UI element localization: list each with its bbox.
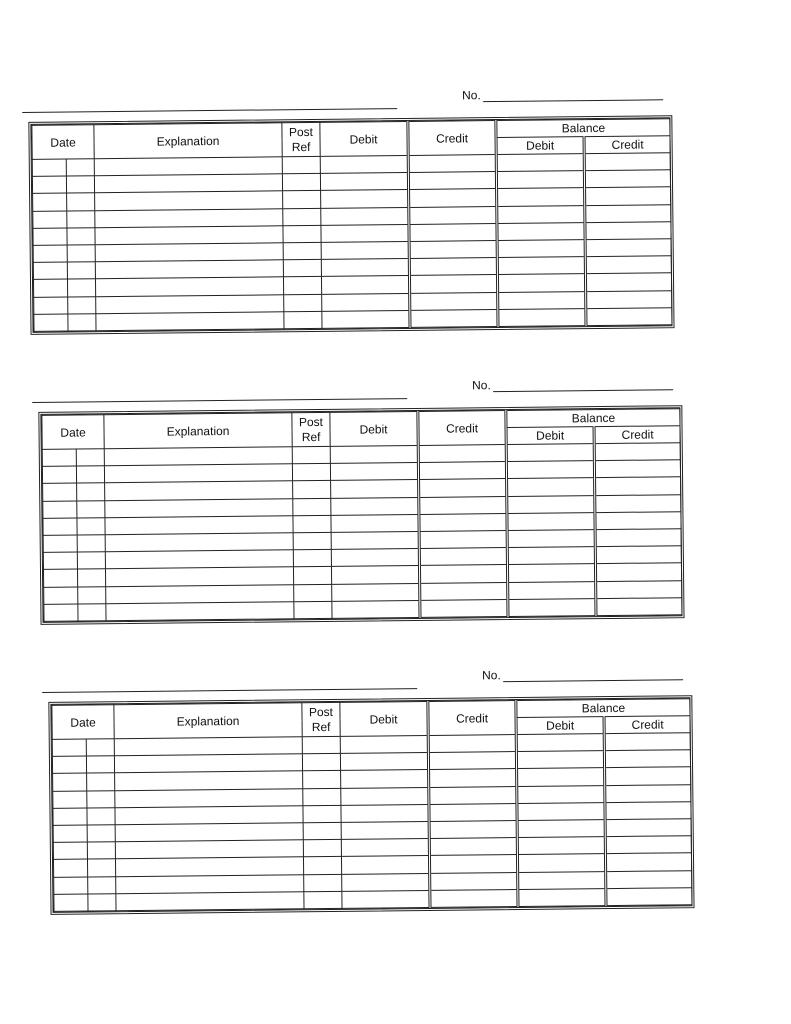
date-month-cell[interactable] [43, 552, 77, 570]
credit-cell[interactable] [420, 599, 508, 617]
explanation-cell[interactable] [115, 840, 303, 859]
date-month-cell[interactable] [43, 518, 77, 536]
credit-cell[interactable] [419, 530, 507, 548]
date-month-cell[interactable] [43, 483, 77, 501]
date-month-cell[interactable] [42, 466, 76, 484]
debit-cell[interactable] [341, 839, 429, 857]
post-ref-cell[interactable] [303, 857, 341, 875]
balance-debit-cell[interactable] [518, 888, 606, 906]
date-day-cell[interactable] [67, 210, 95, 227]
post-ref-line2: Ref [311, 719, 331, 734]
date-month-cell[interactable] [32, 176, 66, 194]
debit-cell[interactable] [321, 207, 409, 225]
date-header: Date [52, 705, 114, 740]
ledger-form-3 [42, 663, 695, 915]
explanation-cell[interactable] [115, 857, 303, 876]
credit-cell[interactable] [429, 769, 517, 787]
balance-credit-cell[interactable] [585, 204, 671, 222]
balance-debit-cell[interactable] [496, 171, 584, 189]
debit-cell[interactable] [320, 155, 408, 173]
credit-cell[interactable] [410, 309, 498, 327]
date-month-cell[interactable] [33, 193, 67, 211]
balance-debit-cell[interactable] [517, 802, 605, 820]
debit-cell[interactable] [342, 890, 430, 908]
date-day-cell[interactable] [77, 500, 105, 517]
explanation-cell[interactable] [115, 806, 303, 825]
credit-cell[interactable] [408, 155, 496, 173]
credit-header: Credit [418, 411, 506, 446]
post-ref-line2: Ref [291, 139, 311, 154]
balance-debit-cell[interactable] [498, 291, 586, 309]
balance-debit-cell[interactable] [498, 308, 586, 326]
explanation-header: Explanation [104, 413, 292, 449]
credit-cell[interactable] [418, 445, 506, 463]
account-number-area [462, 86, 663, 102]
balance-header: Balance [496, 119, 670, 138]
balance-credit-cell[interactable] [596, 597, 682, 615]
debit-header: Debit [340, 701, 428, 736]
debit-cell[interactable] [332, 583, 420, 601]
date-month-cell[interactable] [43, 501, 77, 519]
account-number-area [482, 666, 683, 682]
explanation-cell[interactable] [116, 874, 304, 893]
balance-debit-cell[interactable] [508, 581, 596, 599]
post-ref-cell[interactable] [283, 191, 321, 209]
balance-header: Balance [506, 409, 680, 428]
balance-credit-cell[interactable] [595, 563, 681, 581]
balance-credit-header: Credit [584, 136, 670, 154]
date-month-cell[interactable] [43, 569, 77, 587]
balance-debit-cell[interactable] [517, 820, 605, 838]
ledger-table [41, 408, 682, 622]
balance-debit-header: Debit [496, 137, 584, 155]
debit-cell[interactable] [321, 190, 409, 208]
post-ref-cell[interactable] [304, 874, 342, 892]
date-month-cell[interactable] [43, 535, 77, 553]
balance-debit-cell[interactable] [508, 598, 596, 616]
explanation-cell[interactable] [115, 771, 303, 790]
balance-debit-cell[interactable] [517, 785, 605, 803]
balance-credit-cell[interactable] [586, 290, 672, 308]
credit-header: Credit [428, 701, 516, 736]
date-header: Date [32, 125, 94, 160]
post-ref-cell[interactable] [302, 736, 340, 754]
date-day-cell[interactable] [78, 586, 106, 603]
explanation-cell[interactable] [105, 533, 293, 552]
ledger-table-frame [48, 695, 694, 915]
credit-cell[interactable] [430, 889, 518, 907]
balance-debit-cell[interactable] [497, 240, 585, 258]
post-ref-cell[interactable] [284, 294, 322, 312]
ledger-rows [32, 153, 672, 332]
post-ref-cell[interactable] [293, 550, 331, 568]
debit-cell[interactable] [331, 549, 419, 567]
balance-debit-cell[interactable] [516, 734, 604, 752]
balance-credit-cell[interactable] [596, 580, 682, 598]
date-day-cell[interactable] [78, 603, 106, 620]
explanation-cell[interactable] [114, 754, 302, 773]
date-month-cell[interactable] [42, 449, 76, 467]
credit-cell[interactable] [409, 240, 497, 258]
balance-debit-cell[interactable] [507, 547, 595, 565]
date-day-cell[interactable] [77, 569, 105, 586]
balance-debit-cell[interactable] [506, 461, 594, 479]
date-month-cell[interactable] [33, 262, 67, 280]
balance-header: Balance [516, 699, 690, 718]
post-ref-cell[interactable] [293, 567, 331, 585]
date-day-cell[interactable] [68, 313, 96, 330]
debit-cell[interactable] [321, 224, 409, 242]
balance-credit-cell[interactable] [595, 546, 681, 564]
debit-cell[interactable] [331, 531, 419, 549]
date-month-cell[interactable] [54, 877, 88, 895]
debit-cell[interactable] [331, 514, 419, 532]
balance-debit-cell[interactable] [507, 530, 595, 548]
explanation-header: Explanation [94, 123, 282, 159]
explanation-cell[interactable] [105, 516, 293, 535]
balance-debit-cell[interactable] [497, 274, 585, 292]
explanation-cell[interactable] [96, 294, 284, 313]
explanation-cell[interactable] [114, 737, 302, 756]
account-number-area [472, 376, 673, 392]
post-ref-cell[interactable] [302, 754, 340, 772]
date-day-cell[interactable] [68, 296, 96, 313]
date-day-cell[interactable] [77, 517, 105, 534]
debit-cell[interactable] [322, 293, 410, 311]
explanation-cell[interactable] [104, 464, 292, 483]
debit-cell[interactable] [342, 873, 430, 891]
balance-credit-cell[interactable] [585, 256, 671, 274]
date-day-cell[interactable] [76, 466, 104, 483]
explanation-cell[interactable] [94, 174, 282, 193]
balance-debit-header: Debit [516, 717, 604, 735]
post-ref-line1: Post [288, 124, 314, 139]
post-ref-cell[interactable] [293, 498, 331, 516]
date-month-cell[interactable] [44, 604, 78, 622]
balance-debit-header: Debit [506, 427, 594, 445]
date-month-cell[interactable] [53, 791, 87, 809]
credit-header: Credit [408, 121, 496, 156]
balance-credit-cell[interactable] [585, 187, 671, 205]
explanation-cell[interactable] [95, 208, 283, 227]
balance-credit-cell[interactable] [585, 273, 671, 291]
date-day-cell[interactable] [66, 176, 94, 193]
explanation-cell[interactable] [116, 891, 304, 910]
date-month-cell[interactable] [33, 279, 67, 297]
date-day-cell[interactable] [87, 859, 115, 876]
explanation-cell[interactable] [115, 788, 303, 807]
post-ref-cell[interactable] [293, 532, 331, 550]
balance-credit-cell[interactable] [605, 801, 691, 819]
post-ref-cell[interactable] [283, 260, 321, 278]
post-ref-header [292, 412, 330, 446]
date-day-cell[interactable] [86, 739, 114, 756]
debit-cell[interactable] [321, 259, 409, 277]
debit-cell[interactable] [322, 310, 410, 328]
balance-credit-cell[interactable] [605, 819, 691, 837]
credit-cell[interactable] [409, 189, 497, 207]
date-day-cell[interactable] [86, 756, 114, 773]
debit-cell[interactable] [332, 600, 420, 618]
date-month-cell[interactable] [53, 859, 87, 877]
post-ref-cell[interactable] [283, 225, 321, 243]
credit-cell[interactable] [409, 258, 497, 276]
credit-cell[interactable] [429, 803, 517, 821]
balance-credit-cell[interactable] [606, 870, 692, 888]
date-month-cell[interactable] [34, 297, 68, 315]
debit-cell[interactable] [341, 821, 429, 839]
balance-credit-cell[interactable] [586, 307, 672, 325]
date-day-cell[interactable] [67, 262, 95, 279]
balance-credit-cell[interactable] [605, 836, 691, 854]
credit-cell[interactable] [429, 786, 517, 804]
balance-debit-cell[interactable] [497, 205, 585, 223]
post-ref-cell[interactable] [293, 515, 331, 533]
date-month-cell[interactable] [33, 245, 67, 263]
explanation-cell[interactable] [94, 157, 282, 176]
credit-cell[interactable] [409, 223, 497, 241]
post-ref-cell[interactable] [303, 788, 341, 806]
explanation-cell[interactable] [95, 260, 283, 279]
debit-cell[interactable] [341, 787, 429, 805]
credit-cell[interactable] [419, 565, 507, 583]
date-month-cell[interactable] [34, 314, 68, 332]
credit-cell[interactable] [429, 838, 517, 856]
credit-cell[interactable] [428, 752, 516, 770]
post-ref-cell[interactable] [303, 840, 341, 858]
account-number-line[interactable] [493, 377, 673, 392]
date-day-cell[interactable] [67, 193, 95, 210]
account-number-line[interactable] [483, 87, 663, 102]
ledger-table [31, 118, 672, 332]
account-name-line[interactable] [42, 688, 417, 693]
balance-debit-cell[interactable] [518, 871, 606, 889]
ledger-form-2 [32, 373, 685, 625]
date-month-cell[interactable] [44, 587, 78, 605]
balance-credit-header: Credit [594, 426, 680, 444]
debit-cell[interactable] [331, 480, 419, 498]
post-ref-cell[interactable] [282, 174, 320, 192]
date-day-cell[interactable] [88, 876, 116, 893]
debit-header: Debit [320, 121, 408, 156]
explanation-cell[interactable] [105, 550, 293, 569]
post-ref-cell[interactable] [293, 481, 331, 499]
account-number-label: No. [472, 378, 491, 393]
post-ref-header [282, 122, 320, 156]
date-month-cell[interactable] [32, 159, 66, 177]
account-number-label: No. [482, 668, 501, 683]
credit-cell[interactable] [429, 820, 517, 838]
post-ref-line1: Post [308, 704, 334, 719]
explanation-header: Explanation [114, 703, 302, 739]
balance-debit-cell[interactable] [517, 854, 605, 872]
date-day-cell[interactable] [67, 227, 95, 244]
credit-cell[interactable] [420, 582, 508, 600]
ledger-table-frame [28, 115, 674, 335]
post-ref-line2: Ref [301, 429, 321, 444]
credit-cell[interactable] [409, 275, 497, 293]
post-ref-line1: Post [298, 414, 324, 429]
credit-cell[interactable] [410, 292, 498, 310]
debit-cell[interactable] [321, 276, 409, 294]
ledger-table [51, 698, 692, 912]
balance-debit-cell[interactable] [497, 188, 585, 206]
explanation-cell[interactable] [95, 277, 283, 296]
post-ref-cell[interactable] [294, 584, 332, 602]
date-month-cell[interactable] [53, 773, 87, 791]
balance-debit-cell[interactable] [496, 154, 584, 172]
debit-cell[interactable] [340, 735, 428, 753]
ledger-table-frame [38, 405, 684, 625]
account-number-line[interactable] [503, 667, 683, 682]
explanation-cell[interactable] [96, 311, 284, 330]
balance-credit-cell[interactable] [595, 511, 681, 529]
explanation-cell[interactable] [115, 823, 303, 842]
post-ref-cell[interactable] [292, 446, 330, 464]
post-ref-cell[interactable] [283, 242, 321, 260]
post-ref-cell[interactable] [283, 208, 321, 226]
date-month-cell[interactable] [53, 842, 87, 860]
post-ref-cell[interactable] [304, 891, 342, 909]
balance-credit-cell[interactable] [585, 221, 671, 239]
explanation-cell[interactable] [105, 498, 293, 517]
date-month-cell[interactable] [53, 825, 87, 843]
balance-credit-cell[interactable] [585, 239, 671, 257]
balance-debit-cell[interactable] [497, 222, 585, 240]
credit-cell[interactable] [418, 462, 506, 480]
explanation-cell[interactable] [106, 584, 294, 603]
explanation-cell[interactable] [105, 567, 293, 586]
date-day-cell[interactable] [87, 773, 115, 790]
date-day-cell[interactable] [87, 807, 115, 824]
explanation-cell[interactable] [95, 243, 283, 262]
balance-credit-cell[interactable] [594, 460, 680, 478]
balance-debit-cell[interactable] [507, 512, 595, 530]
date-day-cell[interactable] [87, 842, 115, 859]
credit-cell[interactable] [430, 872, 518, 890]
date-month-cell[interactable] [54, 894, 88, 912]
balance-debit-cell[interactable] [517, 768, 605, 786]
balance-credit-cell[interactable] [606, 887, 692, 905]
date-month-cell[interactable] [52, 756, 86, 774]
date-month-cell[interactable] [53, 808, 87, 826]
debit-header: Debit [330, 411, 418, 446]
credit-cell[interactable] [419, 513, 507, 531]
post-ref-header [302, 702, 340, 736]
post-ref-cell[interactable] [284, 311, 322, 329]
balance-credit-cell[interactable] [594, 443, 680, 461]
explanation-cell[interactable] [106, 601, 294, 620]
debit-cell[interactable] [341, 856, 429, 874]
balance-debit-cell[interactable] [506, 444, 594, 462]
ledger-form-1 [22, 83, 675, 335]
credit-cell[interactable] [408, 172, 496, 190]
explanation-cell[interactable] [105, 481, 293, 500]
balance-credit-cell[interactable] [604, 750, 690, 768]
balance-debit-cell[interactable] [507, 564, 595, 582]
date-day-cell[interactable] [77, 535, 105, 552]
post-ref-cell[interactable] [303, 822, 341, 840]
balance-debit-cell[interactable] [516, 751, 604, 769]
credit-cell[interactable] [419, 496, 507, 514]
debit-cell[interactable] [340, 753, 428, 771]
date-month-cell[interactable] [33, 211, 67, 229]
balance-debit-cell[interactable] [517, 837, 605, 855]
date-day-cell[interactable] [66, 159, 94, 176]
balance-credit-cell[interactable] [584, 170, 670, 188]
post-ref-cell[interactable] [303, 771, 341, 789]
ledger-rows [42, 443, 682, 622]
date-day-cell[interactable] [87, 825, 115, 842]
date-day-cell[interactable] [87, 790, 115, 807]
date-day-cell[interactable] [67, 279, 95, 296]
date-day-cell[interactable] [88, 893, 116, 910]
balance-debit-cell[interactable] [507, 478, 595, 496]
explanation-cell[interactable] [95, 191, 283, 210]
date-month-cell[interactable] [52, 739, 86, 757]
debit-cell[interactable] [341, 804, 429, 822]
balance-credit-cell[interactable] [605, 853, 691, 871]
credit-cell[interactable] [419, 479, 507, 497]
balance-credit-cell[interactable] [605, 784, 691, 802]
balance-credit-cell[interactable] [584, 153, 670, 171]
debit-cell[interactable] [341, 770, 429, 788]
ledger-rows [52, 733, 692, 912]
date-day-cell[interactable] [77, 483, 105, 500]
explanation-cell[interactable] [104, 447, 292, 466]
post-ref-cell[interactable] [292, 464, 330, 482]
balance-credit-cell[interactable] [595, 477, 681, 495]
account-number-label: No. [462, 88, 481, 103]
balance-credit-cell[interactable] [595, 529, 681, 547]
balance-credit-cell[interactable] [595, 494, 681, 512]
debit-cell[interactable] [330, 463, 418, 481]
credit-cell[interactable] [409, 206, 497, 224]
date-header: Date [42, 415, 104, 450]
balance-debit-cell[interactable] [507, 495, 595, 513]
date-day-cell[interactable] [77, 552, 105, 569]
date-month-cell[interactable] [33, 228, 67, 246]
balance-credit-cell[interactable] [604, 733, 690, 751]
debit-cell[interactable] [331, 497, 419, 515]
debit-cell[interactable] [320, 173, 408, 191]
explanation-cell[interactable] [95, 226, 283, 245]
credit-cell[interactable] [419, 548, 507, 566]
post-ref-cell[interactable] [282, 156, 320, 174]
account-name-line[interactable] [32, 398, 407, 403]
balance-debit-cell[interactable] [497, 257, 585, 275]
post-ref-cell[interactable] [283, 277, 321, 295]
credit-cell[interactable] [428, 735, 516, 753]
post-ref-cell[interactable] [294, 601, 332, 619]
balance-credit-cell[interactable] [605, 767, 691, 785]
date-day-cell[interactable] [76, 449, 104, 466]
account-name-line[interactable] [22, 108, 397, 113]
debit-cell[interactable] [331, 566, 419, 584]
debit-cell[interactable] [330, 445, 418, 463]
date-day-cell[interactable] [67, 245, 95, 262]
balance-credit-header: Credit [604, 716, 690, 734]
debit-cell[interactable] [321, 241, 409, 259]
post-ref-cell[interactable] [303, 805, 341, 823]
credit-cell[interactable] [429, 855, 517, 873]
